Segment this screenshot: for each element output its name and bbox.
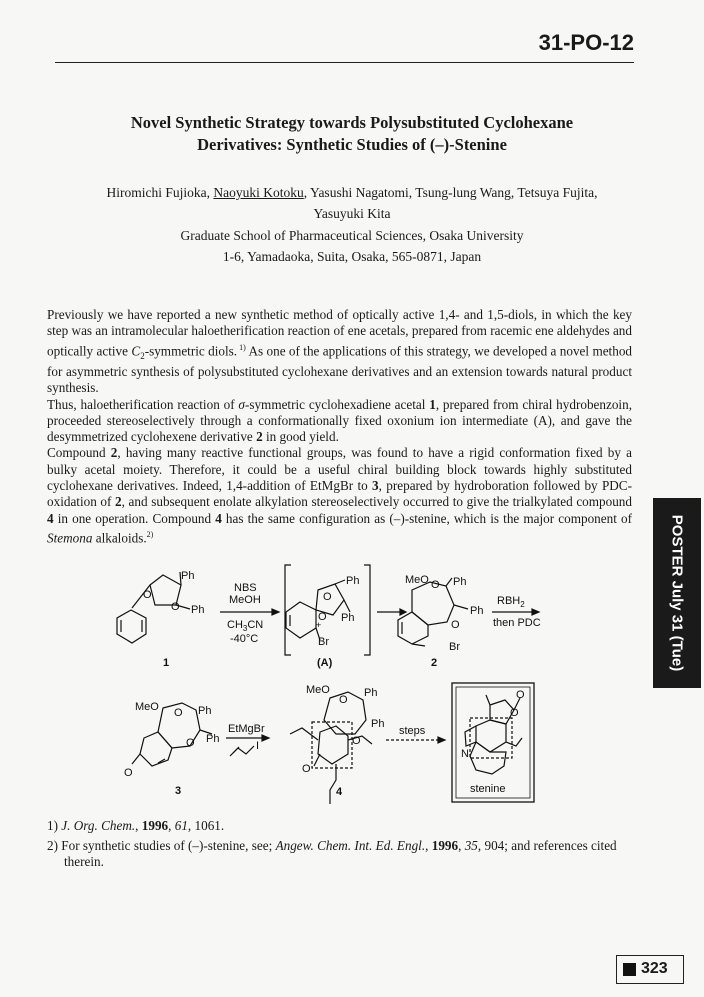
nitrogen-label: N bbox=[461, 748, 469, 760]
author-list bbox=[60, 182, 644, 224]
phenyl-label: Ph bbox=[206, 733, 220, 745]
reagent-label: -40°C bbox=[230, 633, 259, 645]
reagent-label: steps bbox=[399, 725, 426, 737]
reference-1: 1) J. Org. Chem., 1996, 61, 1061. bbox=[47, 818, 225, 833]
reagent-label: then PDC bbox=[493, 617, 541, 629]
page-number: 323 bbox=[641, 960, 668, 977]
oxygen-label: O bbox=[318, 611, 327, 623]
poster-date-tab bbox=[653, 498, 701, 688]
phenyl-label: Ph bbox=[453, 576, 467, 588]
paper-title bbox=[60, 112, 644, 156]
reagent-label: $RBH_2$ bbox=[497, 595, 525, 609]
paragraph-3: Compound 2, having many reactive functional groups, was found to have a rigid conformation fixed by a bulky acetal moiety. Therefore, it could be a useful chiral building block towards highly substituted cyclohexane derivatives. Indeed, 1,4-addition of EtMgBr to 3, prepared by hydroboration followed by PDC-oxidation of 2, and subsequent enolate alkylation stereoselectively occurred to give the trialkylated compound 4 in one operation. Compound 4 has the same configuration as (–)-stenine, which is the major component of Stemona alkaloids.$^{2)}$ bbox=[47, 445, 632, 546]
reagent-arrow-2 bbox=[492, 595, 541, 629]
header-rule bbox=[55, 62, 634, 63]
oxygen-label: O bbox=[352, 735, 361, 747]
reagent-label: EtMgBr bbox=[228, 723, 265, 735]
square-icon bbox=[623, 963, 636, 976]
oxygen-label: O bbox=[431, 579, 440, 591]
intermediate-a-structure bbox=[285, 565, 370, 655]
paragraph-1: Previously we have reported a new synthetic method of optically active 1,4- and 1,5-diols, in which the key step was an intramolecular haloetherification reaction of ene acetals, prepared from racemic ene aldehydes and optically active $C_2$-symmetric diols. $^{1)}$ As one of the applications of this strategy, we developed a novel method for asymmetric synthesis of polysubstituted cyclohexane derivatives and an extension towards natural product synthesis. bbox=[47, 307, 633, 396]
compound-3-structure bbox=[124, 701, 219, 779]
methoxy-label: MeO bbox=[135, 701, 159, 713]
methoxy-label: MeO bbox=[405, 574, 429, 586]
abstract-code: 31-PO-12 bbox=[538, 30, 634, 55]
bromine-label: Br bbox=[449, 641, 460, 653]
reagent-arrow-3 bbox=[226, 723, 269, 756]
reaction-scheme bbox=[0, 560, 704, 810]
methoxy-label: MeO bbox=[306, 684, 330, 696]
phenyl-label: Ph bbox=[191, 604, 205, 616]
oxygen-label: O bbox=[510, 707, 519, 719]
page-number-box bbox=[616, 955, 684, 984]
oxygen-label: O bbox=[186, 737, 195, 749]
intermediate-a-label: (A) bbox=[317, 657, 333, 669]
paragraph-2: Thus, haloetherification reaction of σ-symmetric cyclohexadiene acetal 1, prepared from chiral hydrobenzoin, proceeded stereoselectively through a conformationally fixed oxonium ion intermediate (A), and gave the desymmetrized cyclohexene derivative 2 in good yield. bbox=[47, 396, 632, 445]
phenyl-label: Ph bbox=[341, 612, 355, 624]
abstract-body bbox=[47, 307, 632, 547]
charge-label: + bbox=[316, 620, 322, 630]
phenyl-label: Ph bbox=[364, 687, 378, 699]
reagent-label: MeOH bbox=[229, 594, 261, 606]
bromine-label: Br bbox=[318, 636, 329, 648]
compound-2-structure bbox=[398, 574, 483, 653]
phenyl-label: Ph bbox=[371, 718, 385, 730]
oxygen-label: O bbox=[302, 763, 311, 775]
reagent-label: $CH_3CN$ bbox=[227, 619, 264, 633]
oxygen-label: O bbox=[323, 591, 332, 603]
title-line-2: Derivatives: Synthetic Studies of (–)-Stenine bbox=[197, 135, 507, 154]
oxygen-label: O bbox=[143, 589, 152, 601]
phenyl-label: Ph bbox=[470, 605, 484, 617]
reagent-label: I bbox=[256, 740, 260, 752]
compound-2-label: 2 bbox=[431, 657, 438, 669]
reagent-label: NBS bbox=[234, 582, 257, 594]
stenine-label: stenine bbox=[470, 783, 506, 795]
compound-1-label: 1 bbox=[163, 657, 170, 669]
phenyl-label: Ph bbox=[181, 570, 195, 582]
references bbox=[47, 818, 627, 874]
compound-4-label: 4 bbox=[336, 786, 343, 798]
author-text: Yasuyuki Kita bbox=[313, 206, 391, 221]
oxygen-label: O bbox=[174, 707, 183, 719]
arrow-2 bbox=[377, 609, 406, 615]
reagent-arrow-4 bbox=[386, 725, 445, 743]
affiliation: Graduate School of Pharmaceutical Sciences, Osaka University bbox=[180, 228, 524, 243]
phenyl-label: Ph bbox=[198, 705, 212, 717]
stenine-structure bbox=[452, 683, 534, 802]
author-text: Hiromichi Fujioka, bbox=[106, 185, 214, 200]
compound-1-structure bbox=[117, 570, 204, 643]
reference-2: 2) For synthetic studies of (–)-stenine, see; Angew. Chem. Int. Ed. Engl., 1996, 35, 904; and references cited therein. bbox=[47, 838, 617, 869]
phenyl-label: Ph bbox=[346, 575, 360, 587]
oxygen-label: O bbox=[516, 689, 525, 701]
presenting-author: Naoyuki Kotoku bbox=[213, 185, 304, 200]
oxygen-label: O bbox=[171, 601, 180, 613]
oxygen-label: O bbox=[124, 767, 133, 779]
oxygen-label: O bbox=[339, 694, 348, 706]
poster-date-text: POSTER July 31 (Tue) bbox=[668, 514, 686, 672]
title-line-1: Novel Synthetic Strategy towards Polysubstituted Cyclohexane bbox=[130, 113, 574, 132]
author-text: , Yasushi Nagatomi, Tsung-lung Wang, Tetsuya Fujita, bbox=[303, 185, 598, 200]
oxygen-label: O bbox=[451, 619, 460, 631]
compound-3-label: 3 bbox=[175, 785, 182, 797]
reagent-arrow-1 bbox=[220, 582, 279, 645]
address: 1-6, Yamadaoka, Suita, Osaka, 565-0871, Japan bbox=[222, 249, 482, 264]
